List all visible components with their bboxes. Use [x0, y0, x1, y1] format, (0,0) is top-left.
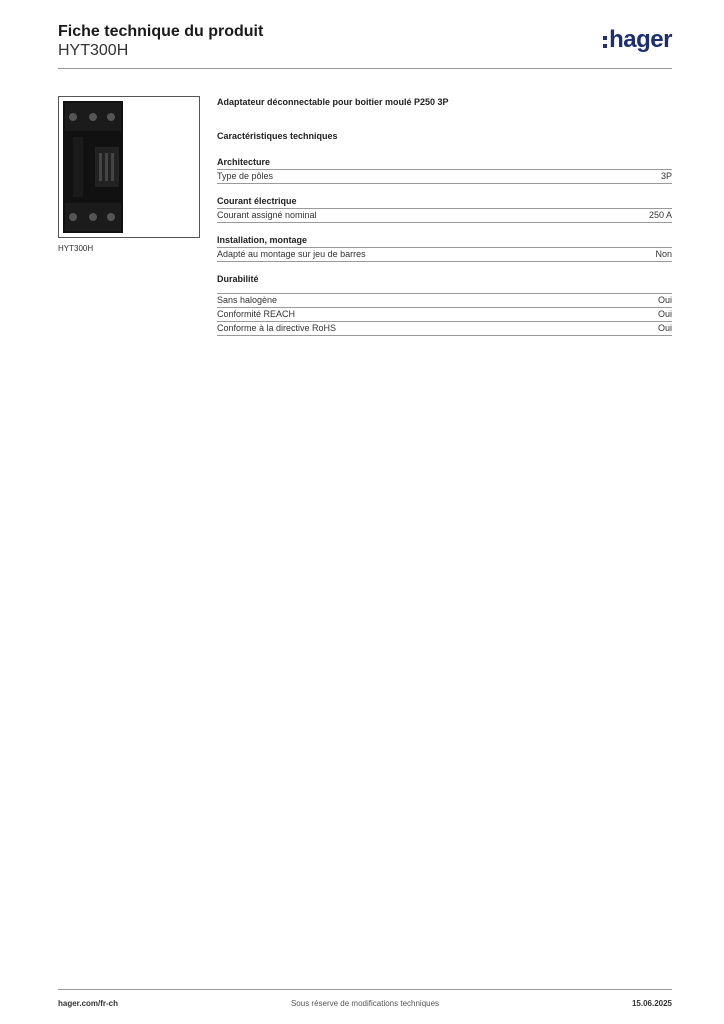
- spec-label: Type de pôles: [217, 171, 274, 181]
- spec-group-courant: [217, 195, 672, 223]
- image-caption: HYT300H: [58, 244, 94, 253]
- product-image: [58, 96, 200, 238]
- spec-group-title: Courant électrique: [217, 195, 672, 209]
- hager-logo: [603, 26, 672, 54]
- product-description: Adaptateur déconnectable pour boitier moulé P250 3P: [217, 97, 449, 107]
- spec-label: Conformité REACH: [217, 309, 296, 319]
- spec-group-title: Architecture: [217, 156, 672, 170]
- footer-date: 15.06.2025: [631, 999, 672, 1008]
- spec-row: [217, 170, 672, 184]
- spec-group-architecture: [217, 156, 672, 184]
- spec-group-title: Installation, montage: [217, 234, 672, 248]
- spec-label: Adapté au montage sur jeu de barres: [217, 249, 366, 259]
- spec-value: Oui: [657, 309, 672, 319]
- product-code: HYT300H: [58, 42, 129, 59]
- spec-group-installation: [217, 234, 672, 262]
- spec-row: [217, 209, 672, 223]
- spec-content: [217, 96, 672, 333]
- logo-dots-icon: [603, 36, 607, 48]
- spec-group-durabilite: [217, 273, 672, 336]
- spec-label: Courant assigné nominal: [217, 210, 317, 220]
- spec-row: [217, 293, 672, 308]
- footer-website-link[interactable]: hager.com/fr-ch: [58, 999, 119, 1008]
- footer-notice: Sous réserve de modifications techniques: [290, 999, 440, 1008]
- footer-divider: [58, 989, 672, 990]
- spec-value: 250 A: [648, 210, 672, 220]
- spec-label: Sans halogène: [217, 295, 278, 305]
- header-divider: [58, 68, 672, 69]
- spec-label: Conforme à la directive RoHS: [217, 323, 337, 333]
- page-header: [58, 22, 672, 70]
- spec-row: [217, 322, 672, 336]
- spec-value: Non: [655, 249, 672, 259]
- spec-row: [217, 308, 672, 322]
- spec-group-title: Durabilité: [217, 274, 259, 284]
- spec-value: Oui: [657, 295, 672, 305]
- spec-value: 3P: [660, 171, 672, 181]
- logo-wordmark: hager: [609, 26, 672, 53]
- page-title: Fiche technique du produit: [58, 23, 264, 40]
- spec-row: [217, 248, 672, 262]
- product-adapter-icon: [59, 97, 199, 237]
- specs-section-title: Caractéristiques techniques: [217, 131, 338, 141]
- spec-value: Oui: [657, 323, 672, 333]
